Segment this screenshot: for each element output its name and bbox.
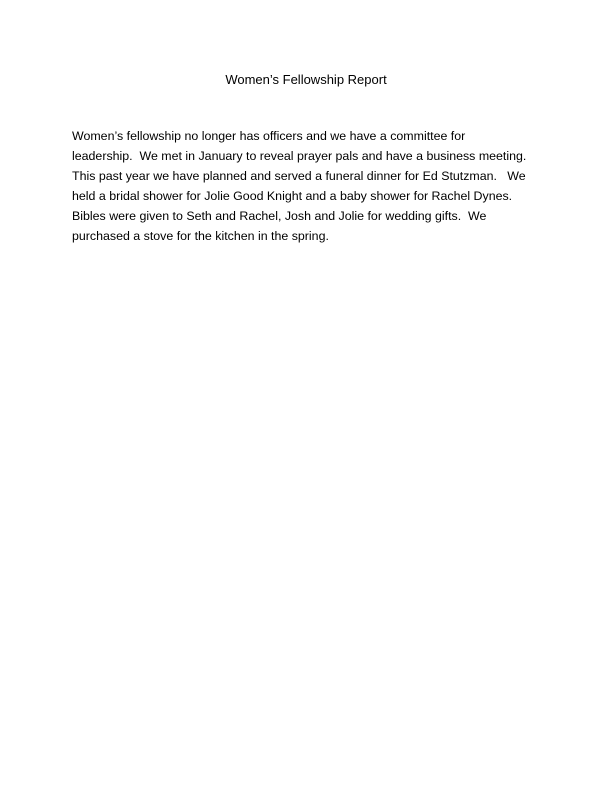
paragraph-line: Bibles were given to Seth and Rachel, Josh and Jolie for wedding gifts. We: [72, 209, 487, 223]
paragraph-line: purchased a stove for the kitchen in the spring.: [72, 229, 329, 243]
paragraph-line: leadership. We met in January to reveal prayer pals and have a business meeting.: [72, 149, 527, 163]
paragraph-line: This past year we have planned and served a funeral dinner for Ed Stutzman. We: [72, 169, 526, 183]
paragraph-line: Women’s fellowship no longer has officers and we have a committee for: [72, 129, 466, 143]
document-title: Women’s Fellowship Report: [225, 72, 387, 87]
paragraph-line: held a bridal shower for Jolie Good Knight and a baby shower for Rachel Dynes.: [72, 189, 513, 203]
report-paragraph: [72, 126, 552, 246]
